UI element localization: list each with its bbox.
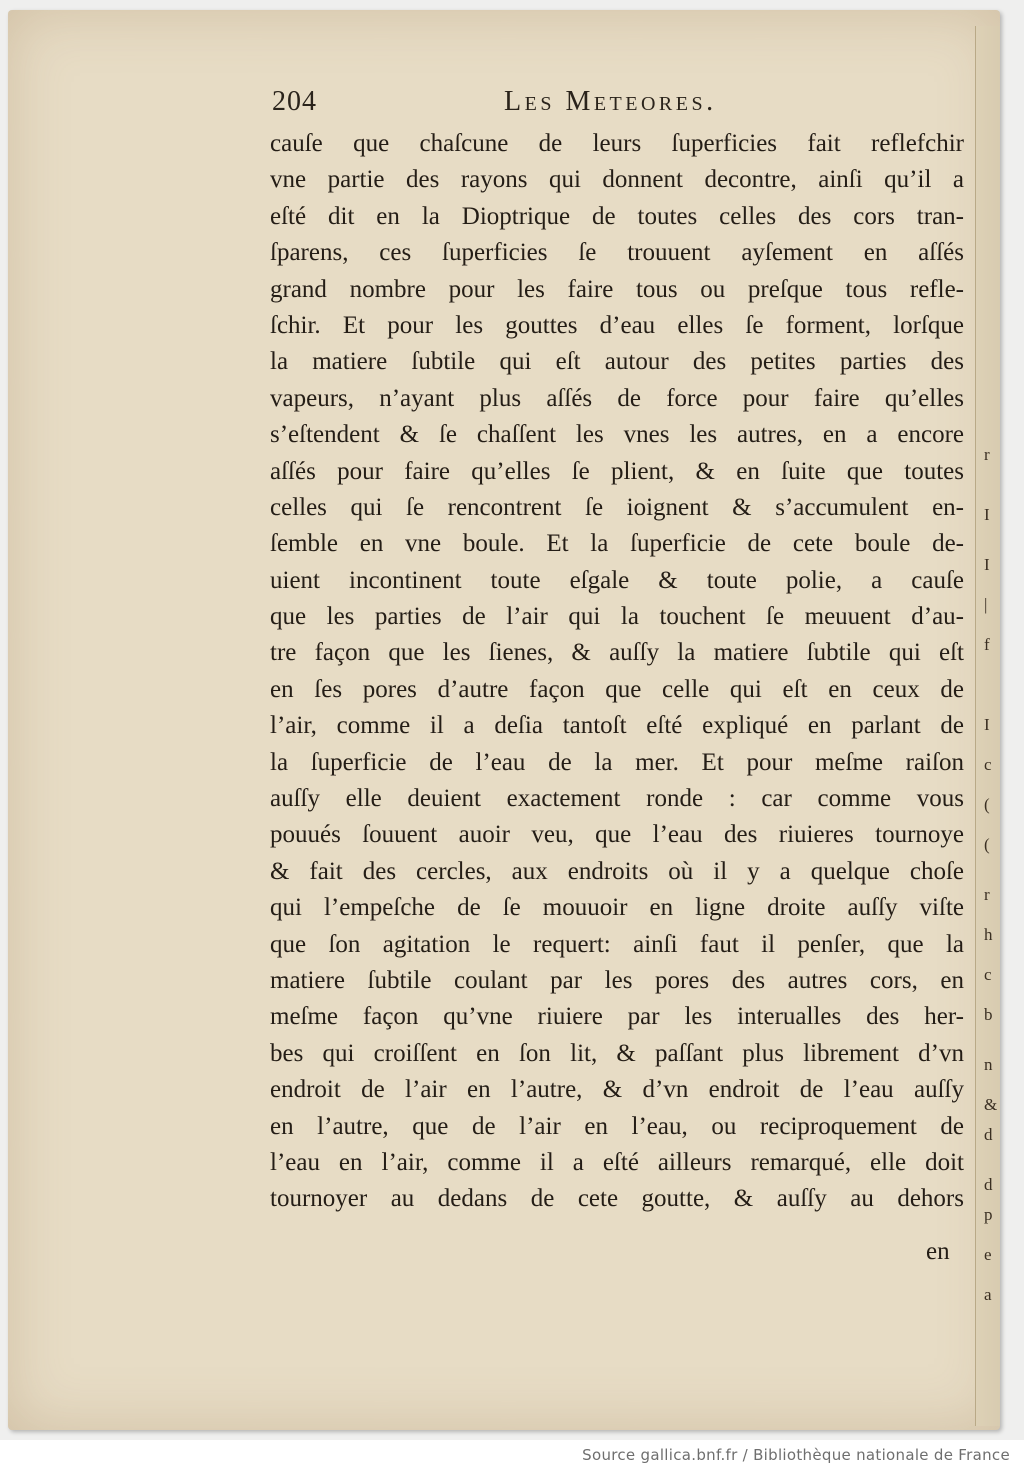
text-line: en l’autre, que de l’air en l’eau, ou reciproquement de xyxy=(270,1112,964,1140)
running-title: Les Meteores. xyxy=(504,86,717,117)
edge-letter: n xyxy=(984,1055,993,1074)
text-line: pouués ſouuent auoir veu, que l’eau des riuieres tournoye xyxy=(270,821,964,849)
text-line: vne partie des rayons qui donnent decontre, ainſi qu’il a xyxy=(270,166,964,194)
next-page-edge xyxy=(975,26,1000,1426)
text-line: grand nombre pour les faire tous ou preſque tous refle- xyxy=(270,275,964,303)
text-line: que ſon agitation le requert: ainſi faut il penſer, que la xyxy=(270,930,964,958)
text-line: ſchir. Et pour les gouttes d’eau elles ſe forment, lorſque xyxy=(270,311,964,339)
edge-letter: r xyxy=(984,885,990,904)
edge-letter: c xyxy=(984,965,992,984)
text-line: meſme façon qu’vne riuiere par les interualles des her- xyxy=(270,1003,964,1031)
edge-letter: & xyxy=(984,1095,998,1114)
text-line: bes qui croiſſent en ſon lit, & paſſant plus librement d’vn xyxy=(270,1039,964,1067)
source-credit: Source gallica.bnf.fr / Bibliothèque nationale de France xyxy=(582,1446,1010,1464)
edge-letter: p xyxy=(984,1205,993,1224)
text-line: & fait des cercles, aux endroits où il y a quelque choſe xyxy=(270,857,964,885)
edge-letter: b xyxy=(984,1005,993,1024)
edge-letter: I xyxy=(984,505,990,524)
edge-letter: d xyxy=(984,1175,993,1194)
edge-letter: I xyxy=(984,715,990,734)
text-line: vapeurs, n’ayant plus aſſés de force pour faire qu’elles xyxy=(270,384,964,412)
next-page-edge-text xyxy=(982,26,1000,1426)
text-line: celles qui ſe rencontrent ſe ioignent & s’accumulent en- xyxy=(270,493,964,521)
edge-letter: f xyxy=(984,635,990,654)
page-number: 204 xyxy=(272,86,317,117)
edge-letter: | xyxy=(984,595,988,614)
source-footer xyxy=(0,1440,1024,1471)
text-line: ſparens, ces ſuperficies ſe trouuent ayſement en aſſés xyxy=(270,239,964,267)
edge-letter: a xyxy=(984,1285,992,1304)
edge-letter: ( xyxy=(984,795,990,814)
text-line: la matiere ſubtile qui eſt autour des petites parties des xyxy=(270,348,964,376)
edge-letter: d xyxy=(984,1125,993,1144)
text-line: eſté dit en la Dioptrique de toutes celles des cors tran- xyxy=(270,202,964,230)
body-text xyxy=(270,126,964,1218)
catchword: en xyxy=(926,1238,950,1265)
text-line: l’eau en l’air, comme il a eſté ailleurs remarqué, elle doit xyxy=(270,1148,964,1176)
edge-letter: r xyxy=(984,445,990,464)
text-line: qui l’empeſche de ſe mouuoir en ligne droite auſſy viſte xyxy=(270,894,964,922)
text-line: que les parties de l’air qui la touchent ſe meuuent d’au- xyxy=(270,603,964,631)
edge-letter: I xyxy=(984,555,990,574)
book-page xyxy=(8,10,1000,1430)
text-line: s’eſtendent & ſe chaſſent les vnes les autres, en a encore xyxy=(270,421,964,449)
text-line: ſemble en vne boule. Et la ſuperficie de cete boule de- xyxy=(270,530,964,558)
text-line: uient incontinent toute eſgale & toute polie, a cauſe xyxy=(270,566,964,594)
text-line: aſſés pour faire qu’elles ſe plient, & en ſuite que toutes xyxy=(270,457,964,485)
text-line: cauſe que chaſcune de leurs ſuperficies fait reflefchir xyxy=(270,130,964,157)
text-line: endroit de l’air en l’autre, & d’vn endroit de l’eau auſſy xyxy=(270,1076,964,1104)
edge-letter: h xyxy=(984,925,993,944)
edge-letter: e xyxy=(984,1245,992,1264)
edge-letter: c xyxy=(984,755,992,774)
text-line: la ſuperficie de l’eau de la mer. Et pour meſme raiſon xyxy=(270,748,964,776)
text-line: tre façon que les ſienes, & auſſy la matiere ſubtile qui eſt xyxy=(270,639,964,667)
text-line: auſſy elle deuient exactement ronde : car comme vous xyxy=(270,785,964,813)
text-line: matiere ſubtile coulant par les pores des autres cors, en xyxy=(270,966,964,994)
running-head xyxy=(272,84,962,124)
text-line: l’air, comme il a deſia tantoſt eſté expliqué en parlant de xyxy=(270,712,964,740)
edge-letter: ( xyxy=(984,835,990,854)
text-line: en ſes pores d’autre façon que celle qui eſt en ceux de xyxy=(270,675,964,703)
text-line: tournoyer au dedans de cete goutte, & auſſy au dehors xyxy=(270,1185,964,1213)
